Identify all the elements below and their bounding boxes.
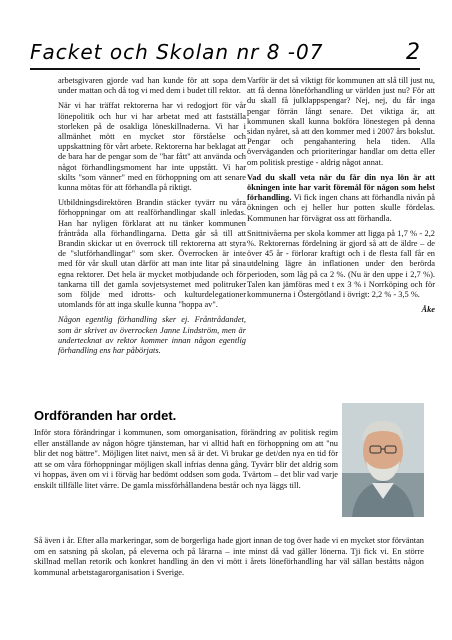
left-paragraph: När vi har träffat rektorerna har vi redogjort för vår lönepolitik och hur vi har arbetat med att fastställa storleken på de osakliga löneskillnaderna. Vi har i allmänhet mött en mycket stor förståelse och uppskattning för vårt arbete. Rektorerna har beklagat att de bara har de pengar som de "har fått" att använda och något förhandlingsmoment har inte uppstått. Vi har skilts "som vänner" med en förhoppning om att senare kunna mötas för att förhandla på riktigt. [58,101,246,193]
right-column [247,76,435,315]
right-paragraph-continuation: Vi fick ingen chans att förhandla nivån på ökningen och ej heller hur potten skulle fördelas. Kommunen har förvägrat oss att förhandla. [247,193,435,223]
right-paragraph-mixed [247,173,435,224]
chairman-paragraph-1: Inför stora förändringar i kommunen, som omorganisation, förändring av politisk regim eller anställande av någon högre tjänsteman, har vi alltid haft en förhoppning om att "nu blir det nog bättre". Möjligen litet naivt, men så är det. Vi brukar ge det/den nya en tid för att se om våra förhoppningar möjligen skall infrias denna gång. Tyvärr blir det aldrig som vi hoppas, även om vi i förväg har bedömt oddsen som goda. Tvärtom – det blir vad varje enskilt tillfälle litet värre. De gamla missförhållandena består och nya läggs till. [34,428,338,490]
chairman-paragraph [34,428,338,498]
chairman-paragraph-full [34,536,424,584]
left-paragraph: Utbildningsdirektören Brandin stäcker tyvärr nu våra förhoppningar om att realförhandlingar skall inledas. Han har nyligen förklarat att nu tänker kommunen fråntråda alla förhandlingarna. Detta går så till att Brandin skickar ut en överrock till rektorerna att styra de "slutförhandlingar" som sker. Överrocken är inte med för vår skull utan därför att man inte litar på sina egna rektorer. Det hela är mycket motbjudande och för tankarna till det gamla sovjetsystemet med politruker som följde med idrotts- och kulturdelegationer utomlands för att inga skulle kunna "hoppa av". [58,198,246,310]
bold-statement: Vad du skall veta när du får din nya lön är att ökningen inte har varit föremål för någon som helst förhandling. [247,172,435,203]
italic-note: Någon egentlig förhandling sker ej. Fråntrådandet, som är skrivet av överrocken Janne Lindström, men är undertecknat av rektor kommer innan någon egentlig förhandling ens har påbörjats. [58,315,246,356]
author-signature: Åke [421,305,435,315]
page-header [30,40,420,72]
chairman-photo [342,403,424,517]
right-paragraph: Varför är det så viktigt för kommunen att slå till just nu, att få denna löneförhandling ur världen just nu? För att du skall få julklappspengar? Nej, nej, du får inga pengar förrän långt senare. Det viktiga är, att kommunen skall kunna bokföra lönestegen på denna sidan nyåret, så att den kommer med i 2007 års bokslut. Pengar och pengahantering hela tiden. Alla överväganden och prioriteringar handlar om detta eller om politisk prestige - aldrig något annat. [247,76,435,167]
left-column [58,76,246,361]
right-paragraph: Snittnivåerna per skola kommer att ligga på 1,7 % - 2,2 %. Rektorernas fördelning är gjord så att de äldre – de över 45 år - förlorar kraftigt och i de flesta fall får en utdelning lägre än inflationen under den berörda perioden, som låg på ca 2 %. (Nu är den uppe i 2,7 %). Talen kan jämföras med t ex 3 % i Norrköping och för kommunerna i Östergötland i övrigt: 2,2 % - 3,5 %. [247,228,435,300]
section-heading: Ordföranden har ordet. [34,408,177,423]
portrait-image [342,403,424,517]
page-number: 2 [406,40,420,65]
header-rule [30,68,420,70]
newsletter-title: Facket och Skolan nr 8 -07 [30,40,324,64]
chairman-paragraph-2: Så även i år. Efter alla markeringar, som de borgerliga hade gjort innan de tog över hade vi en mycket stor förväntan om en satsning på skolan, på eleverna och på lärarna – inte minst då vad gäller lönerna. Tji fick vi. En större skillnad mellan retorik och konkret handling än den vi mött i årets löneförhandling har väl sällan beståtts någon kommunal arbetstagarorganisation i Sverige. [34,536,424,577]
left-paragraph: arbetsgivaren gjorde vad han kunde för att sopa dem under mattan och då tog vi med dem i budet till rektor. [58,76,246,96]
